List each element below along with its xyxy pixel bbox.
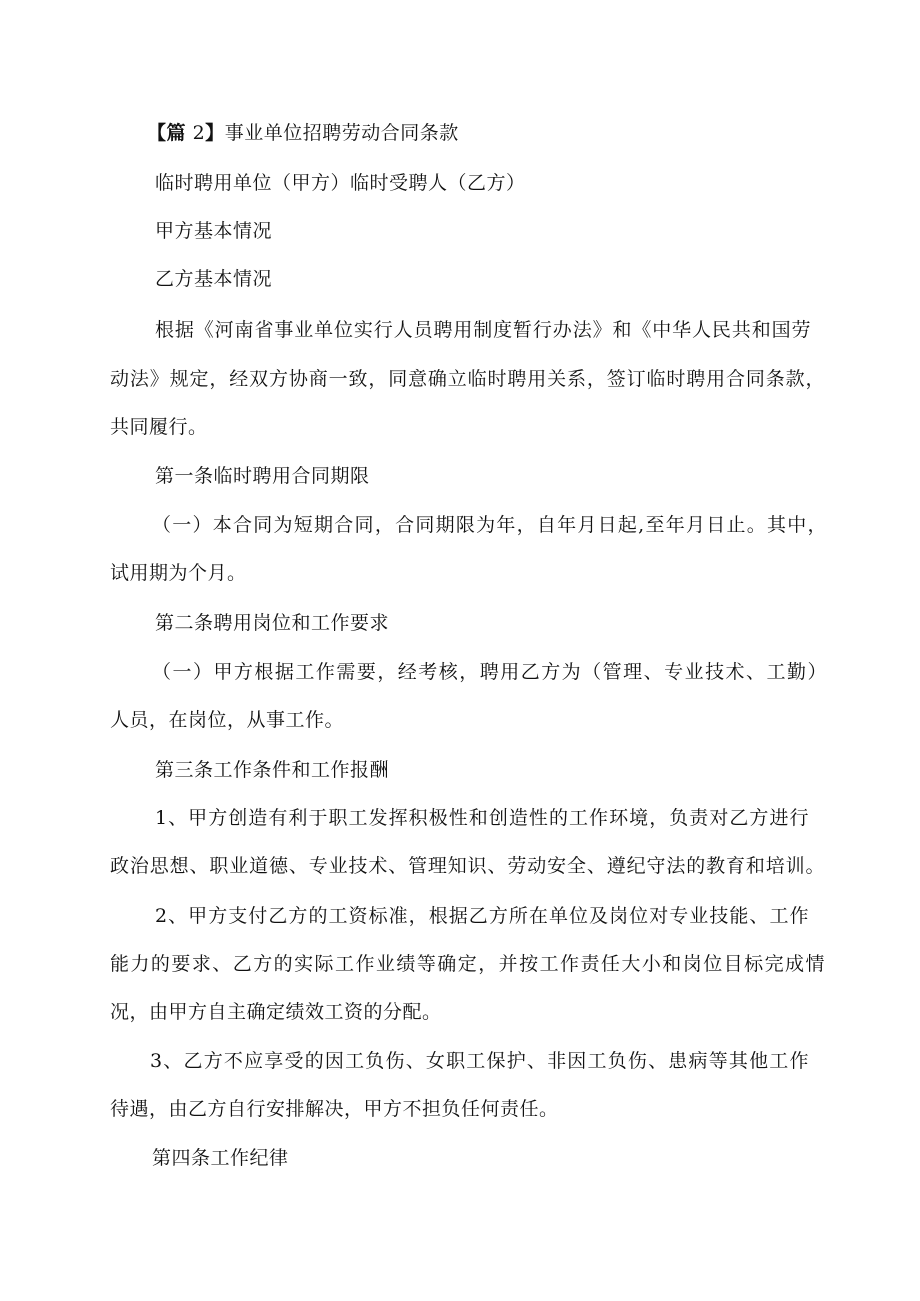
- paragraph-line: （一）本合同为短期合同，合同期限为年，自年月日起,至年月日止。其中，: [152, 514, 827, 536]
- paragraph-line: 2、甲方支付乙方的工资标准，根据乙方所在单位及岗位对专业技能、工作: [155, 905, 809, 927]
- heading: [147, 121, 459, 145]
- paragraph-line: 3、乙方不应享受的因工负伤、女职工保护、非因工负伤、患病等其他工作: [150, 1050, 809, 1072]
- heading-bracket-open: 【: [147, 122, 167, 144]
- heading-bracket-close: 】: [205, 122, 225, 144]
- heading-title: 事业单位招聘劳动合同条款: [224, 122, 459, 144]
- paragraph-line: 1、甲方创造有利于职工发挥积极性和创造性的工作环境，负责对乙方进行: [155, 807, 809, 829]
- article-1-heading: 第一条临时聘用合同期限: [155, 465, 370, 487]
- article-2-heading: 第二条聘用岗位和工作要求: [155, 612, 390, 634]
- paragraph-line: 待遇，由乙方自行安排解决，甲方不担负任何责任。: [110, 1098, 559, 1120]
- party-a-info: 甲方基本情况: [155, 220, 273, 242]
- heading-label: 篇: [166, 122, 187, 144]
- paragraph-line: 动法》规定，经双方协商一致，同意确立临时聘用关系，签订临时聘用合同条款，: [110, 368, 825, 390]
- paragraph-line: 政治思想、职业道德、专业技术、管理知识、劳动安全、遵纪守法的教育和培训。: [110, 855, 825, 877]
- article-4-heading: 第四条工作纪律: [152, 1147, 289, 1169]
- paragraph-line: 共同履行。: [110, 416, 208, 438]
- heading-number: 2: [186, 122, 206, 144]
- article-3-heading: 第三条工作条件和工作报酬: [155, 759, 390, 781]
- paragraph-line: 试用期为个月。: [110, 562, 247, 584]
- paragraph-line: 人员，在岗位，从事工作。: [110, 709, 345, 731]
- paragraph-line: 能力的要求、乙方的实际工作业绩等确定，并按工作责任大小和岗位目标完成情: [110, 953, 825, 975]
- party-b-info: 乙方基本情况: [155, 268, 273, 290]
- paragraph-line: 况，由甲方自主确定绩效工资的分配。: [110, 1001, 442, 1023]
- paragraph-line: （一）甲方根据工作需要，经考核，聘用乙方为（管理、专业技术、工勤）: [152, 661, 827, 683]
- parties-line: 临时聘用单位（甲方）临时受聘人（乙方）: [155, 172, 526, 194]
- paragraph-line: 根据《河南省事业单位实行人员聘用制度暂行办法》和《中华人民共和国劳: [155, 319, 811, 341]
